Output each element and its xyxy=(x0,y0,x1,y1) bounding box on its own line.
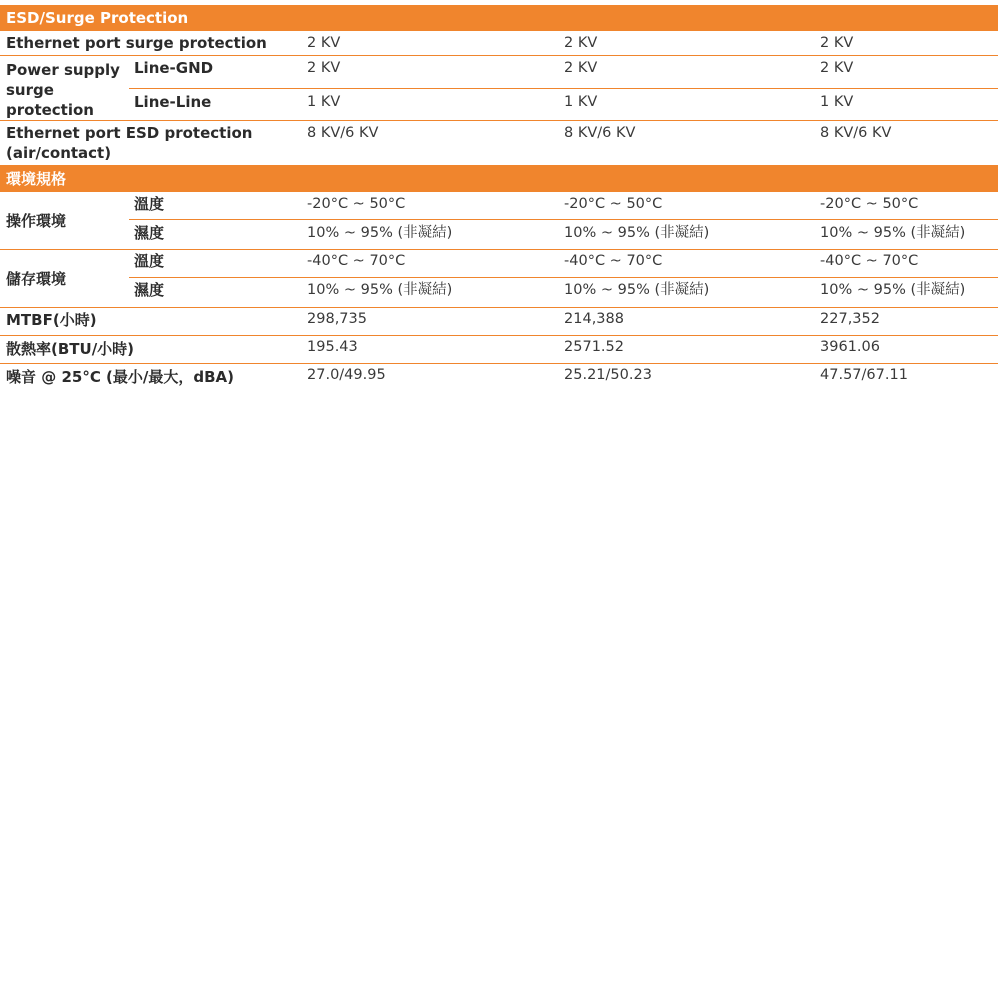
cell-value: 8 KV/6 KV xyxy=(814,121,998,166)
table-row xyxy=(0,88,998,121)
cell-value: -20°C ~ 50°C xyxy=(814,192,998,220)
cell-value: 227,352 xyxy=(814,308,998,336)
cell-value: 10% ~ 95% (非凝結) xyxy=(301,278,558,308)
cell-value: 298,735 xyxy=(301,308,558,336)
table-row xyxy=(0,220,998,250)
cell-value: -40°C ~ 70°C xyxy=(814,250,998,278)
cell-value: 25.21/50.23 xyxy=(564,367,652,383)
table-row xyxy=(0,336,998,364)
section-header-esd xyxy=(0,5,998,31)
row-label-ethernet-esd: Ethernet port ESD protection (air/contact) xyxy=(0,121,301,166)
table-row xyxy=(0,56,998,89)
row-label-noise: 噪音 @ 25°C (最小/最大，dBA) xyxy=(6,368,235,386)
row-sublabel-humidity: 濕度 xyxy=(129,278,301,308)
cell-value: 1 KV xyxy=(301,88,558,121)
cell-value: 47.57/67.11 xyxy=(820,367,908,383)
cell-value: 2 KV xyxy=(558,31,814,56)
cell-value: 8 KV/6 KV xyxy=(558,121,814,166)
spec-table xyxy=(0,5,998,392)
cell-value: -20°C ~ 50°C xyxy=(558,192,814,220)
table-row xyxy=(0,192,998,220)
table-row xyxy=(0,278,998,308)
row-sublabel-line-line: Line-Line xyxy=(129,88,301,121)
cell-value: 2 KV xyxy=(814,31,998,56)
row-sublabel-temp: 溫度 xyxy=(129,192,301,220)
cell-value: 1 KV xyxy=(558,88,814,121)
cell-value: 2 KV xyxy=(558,56,814,89)
row-sublabel-temp: 溫度 xyxy=(129,250,301,278)
table-row xyxy=(0,250,998,278)
row-sublabel-humidity: 濕度 xyxy=(129,220,301,250)
cell-value: 10% ~ 95% (非凝結) xyxy=(558,278,814,308)
cell-value: 195.43 xyxy=(301,336,558,364)
cell-value: 2571.52 xyxy=(558,336,814,364)
row-label-ethernet-surge: Ethernet port surge protection xyxy=(0,31,301,56)
row-label-power-surge: Power supply surge protection xyxy=(0,56,129,121)
table-row xyxy=(0,121,998,166)
section-header-fill xyxy=(301,166,998,193)
cell-value: 10% ~ 95% (非凝結) xyxy=(814,220,998,250)
section-title-env: 環境規格 xyxy=(0,166,301,193)
table-row xyxy=(0,31,998,56)
cell-value: -20°C ~ 50°C xyxy=(301,192,558,220)
cell-value: 2 KV xyxy=(301,31,558,56)
cell-value: 214,388 xyxy=(558,308,814,336)
cell-value: 8 KV/6 KV xyxy=(301,121,558,166)
row-label-heat: 散熱率(BTU/小時) xyxy=(0,336,301,364)
table-row xyxy=(0,364,998,393)
row-label-storage: 儲存環境 xyxy=(0,250,129,308)
cell-value: 3961.06 xyxy=(814,336,998,364)
cell-value: 27.0/49.95 xyxy=(307,367,386,383)
cell-value: -40°C ~ 70°C xyxy=(301,250,558,278)
row-label-mtbf: MTBF(小時) xyxy=(0,308,301,336)
section-header-fill xyxy=(301,5,998,31)
section-title-esd: ESD/Surge Protection xyxy=(0,5,301,31)
section-header-env xyxy=(0,166,998,193)
row-label-operating: 操作環境 xyxy=(0,192,129,250)
row-sublabel-line-gnd: Line-GND xyxy=(129,56,301,89)
cell-value: 2 KV xyxy=(301,56,558,89)
cell-value: -40°C ~ 70°C xyxy=(558,250,814,278)
cell-value: 10% ~ 95% (非凝結) xyxy=(301,220,558,250)
cell-value: 10% ~ 95% (非凝結) xyxy=(814,278,998,308)
cell-value: 10% ~ 95% (非凝結) xyxy=(558,220,814,250)
table-row xyxy=(0,308,998,336)
cell-value: 1 KV xyxy=(814,88,998,121)
cell-value: 2 KV xyxy=(814,56,998,89)
